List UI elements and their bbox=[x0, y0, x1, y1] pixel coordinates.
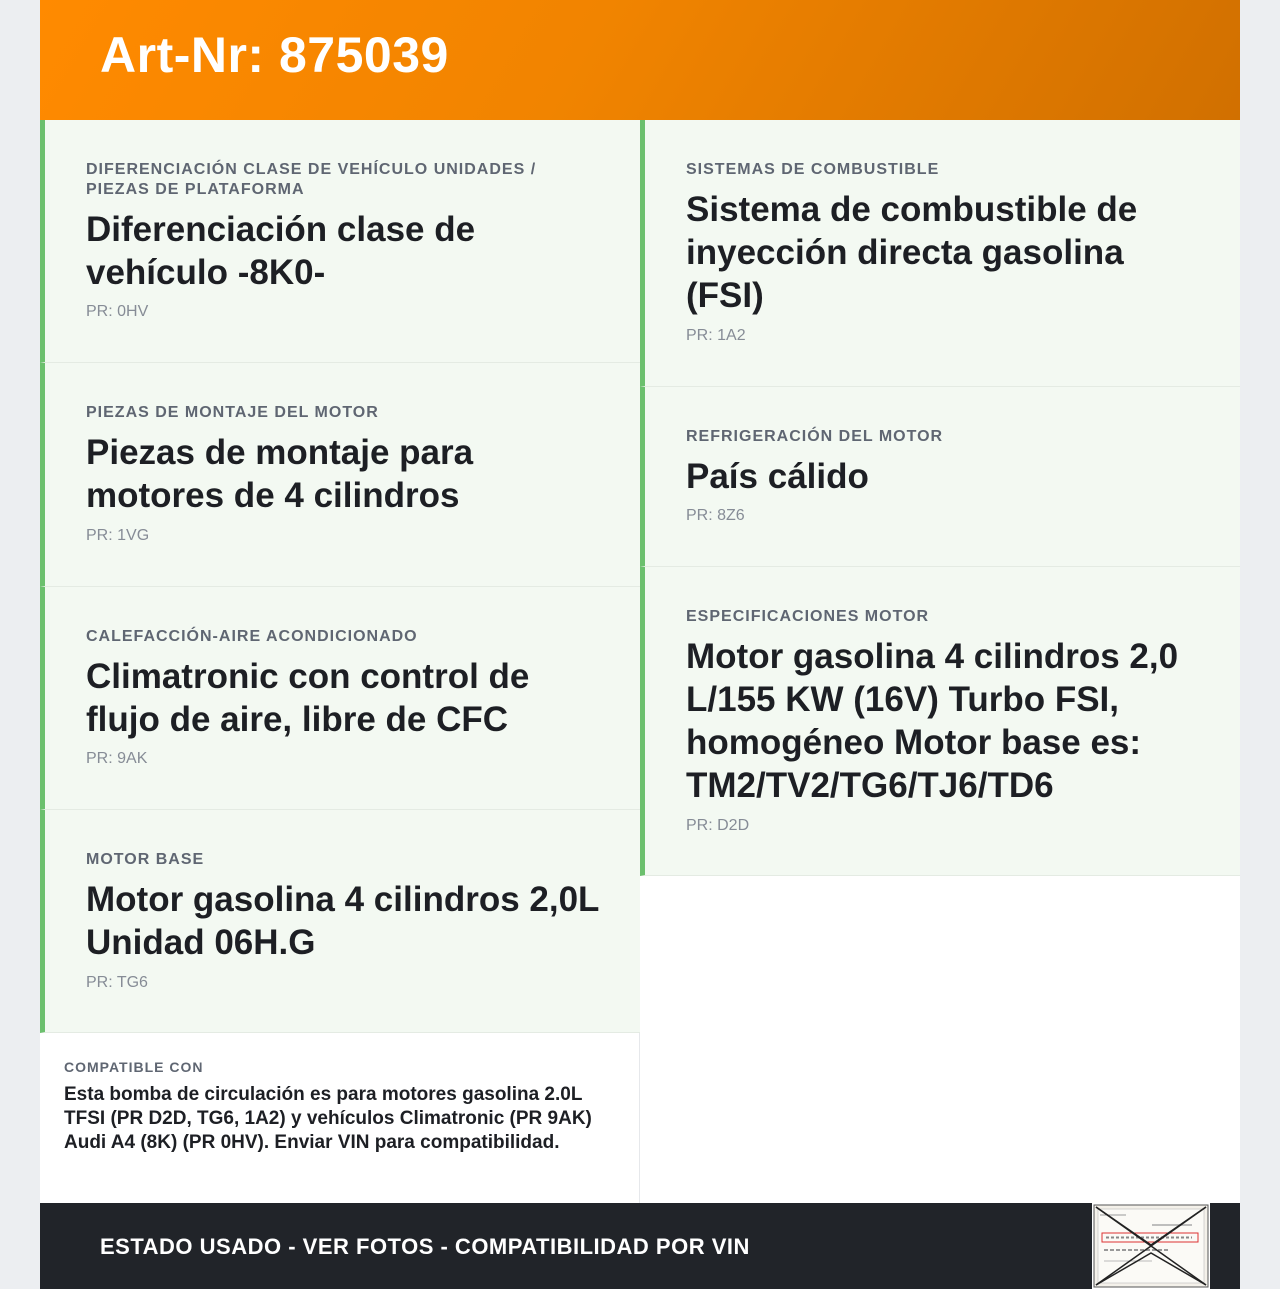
spec-category: MOTOR BASE bbox=[86, 851, 205, 868]
spec-title: Piezas de montaje para motores de 4 cilindros bbox=[86, 433, 474, 515]
spec-category: SISTEMAS DE COMBUSTIBLE bbox=[686, 161, 940, 178]
spec-category: ESPECIFICACIONES MOTOR bbox=[686, 608, 930, 625]
vehicle-data-card-thumbnail bbox=[1092, 1203, 1210, 1289]
spec-pr-code: PR: 0HV bbox=[86, 303, 149, 320]
spec-pr-code: PR: TG6 bbox=[86, 974, 148, 991]
product-sheet bbox=[40, 0, 1240, 1289]
footer-status-text: ESTADO USADO - VER FOTOS - COMPATIBILIDAD POR VIN bbox=[100, 1234, 750, 1259]
spec-title: Diferenciación clase de vehículo -8K0- bbox=[86, 210, 476, 292]
page-title: Art-Nr: 875039 bbox=[100, 27, 449, 83]
compatibility-label: COMPATIBLE CON bbox=[64, 1059, 204, 1075]
spec-card-fuel-system bbox=[640, 120, 1240, 387]
spec-title: Climatronic con control de flujo de aire, libre de CFC bbox=[86, 657, 530, 739]
spec-card-engine-mounting bbox=[40, 363, 640, 587]
spec-card-vehicle-class bbox=[40, 120, 640, 363]
spec-title: País cálido bbox=[686, 457, 869, 496]
spec-card-base-engine bbox=[40, 810, 640, 1033]
spec-category: CALEFACCIÓN-AIRE ACONDICIONADO bbox=[86, 628, 418, 645]
spec-pr-code: PR: D2D bbox=[686, 817, 750, 834]
spec-pr-code: PR: 1VG bbox=[86, 527, 150, 544]
spec-title: Sistema de combustible de inyección directa gasolina (FSI) bbox=[686, 190, 1138, 315]
spec-card-engine-specs bbox=[640, 567, 1240, 876]
spec-pr-code: PR: 9AK bbox=[86, 750, 148, 767]
spec-pr-code: PR: 8Z6 bbox=[686, 507, 745, 524]
spec-title: Motor gasolina 4 cilindros 2,0 L/155 KW (16V) Turbo FSI, homogéneo Motor base es: TM2/TV2/TG6/TJ6/TD6 bbox=[686, 637, 1179, 805]
spec-category: REFRIGERACIÓN DEL MOTOR bbox=[686, 428, 944, 445]
spec-card-climate bbox=[40, 587, 640, 810]
footer-bar bbox=[40, 1203, 1240, 1289]
compatibility-text: Esta bomba de circulación es para motores gasolina 2.0L TFSI (PR D2D, TG6, 1A2) y vehículos Climatronic (PR 9AK) Audi A4 (8K) (PR 0HV). Enviar VIN para compatibilidad. bbox=[64, 1084, 592, 1153]
spec-pr-code: PR: 1A2 bbox=[686, 327, 746, 344]
spec-title: Motor gasolina 4 cilindros 2,0L Unidad 06H.G bbox=[86, 880, 599, 962]
spec-card-engine-cooling bbox=[640, 387, 1240, 567]
spec-category: DIFERENCIACIÓN CLASE DE VEHÍCULO UNIDADES / PIEZAS DE PLATAFORMA bbox=[86, 161, 537, 198]
spec-category: PIEZAS DE MONTAJE DEL MOTOR bbox=[86, 404, 379, 421]
compatibility-section bbox=[40, 1033, 640, 1203]
header-banner bbox=[40, 0, 1240, 120]
